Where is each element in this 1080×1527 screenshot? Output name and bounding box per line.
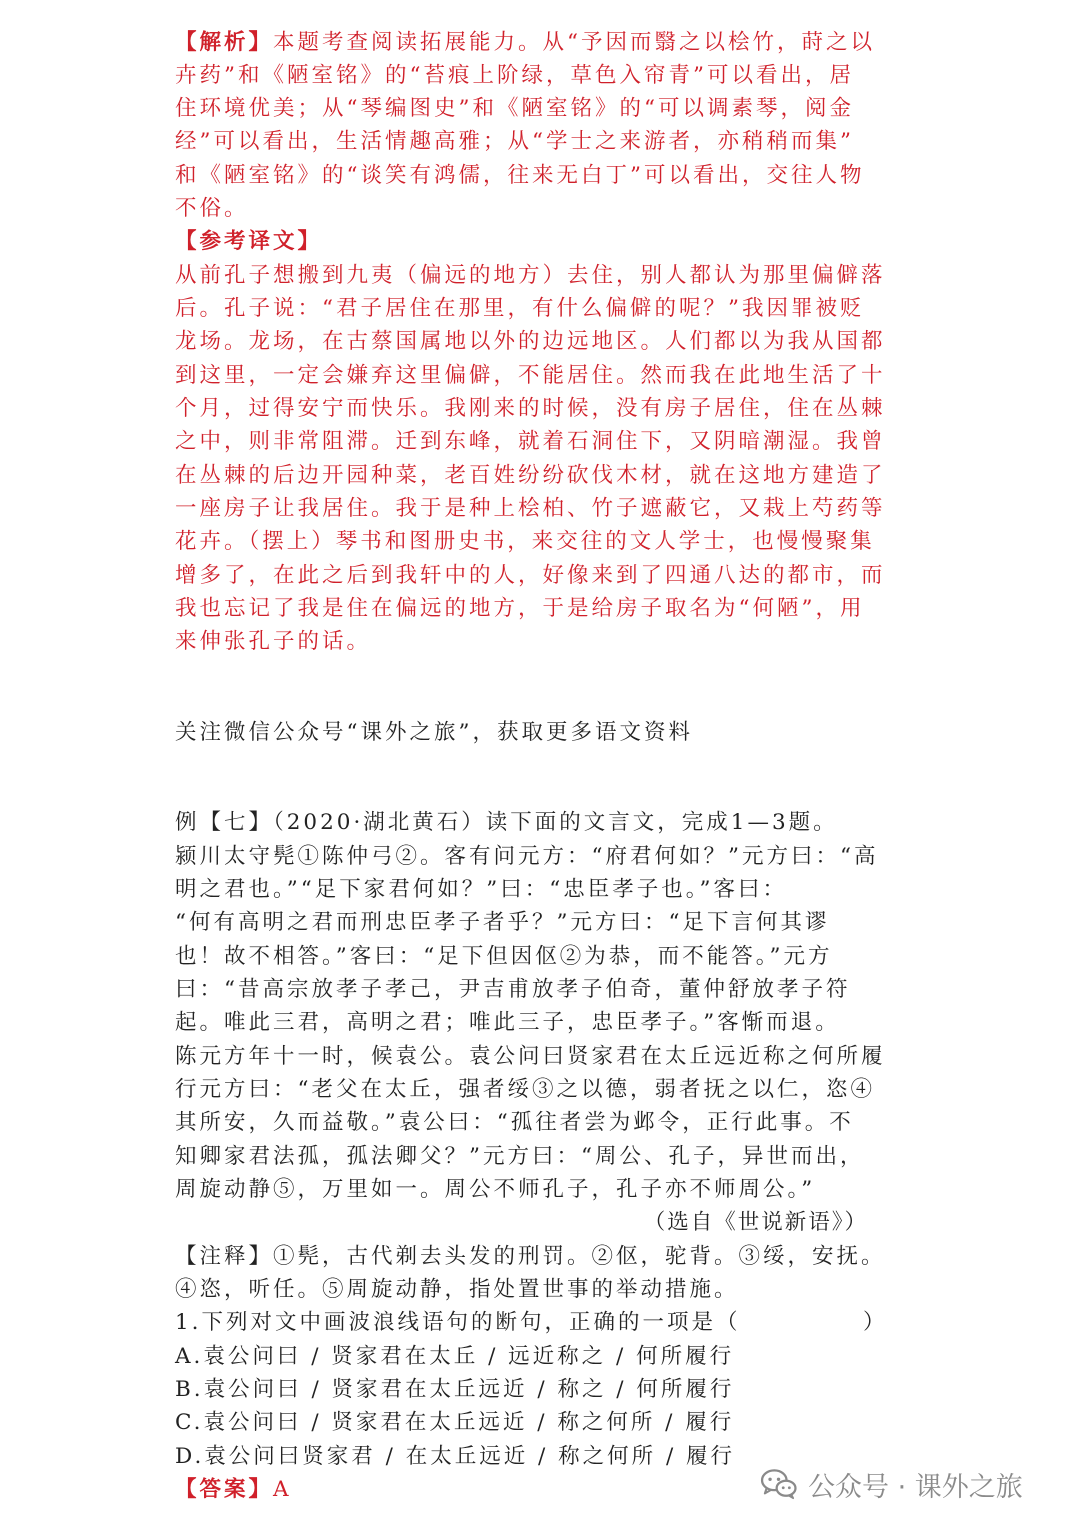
translation-line: 增多了，在此之后到我轩中的人，好像来到了四通八达的都市，而 bbox=[175, 563, 886, 588]
passage-line: 颍川太守髡①陈仲弓②。客有问元方：“府君何如？”元方曰：“高 bbox=[175, 844, 879, 869]
analysis-line: 住环境优美；从“琴编图史”和《陋室铭》的“可以调素琴，阅金 bbox=[175, 96, 854, 121]
passage-line: 起。唯此三君，高明之君；唯此三子，忠臣孝子。”客惭而退。 bbox=[175, 1010, 840, 1035]
passage-line: 其所安，久而益敬。”袁公曰：“孤往者尝为邺令，正行此事。不 bbox=[175, 1110, 854, 1135]
translation-line: 后。孔子说：“君子居住在那里，有什么偏僻的呢？”我因罪被贬 bbox=[175, 296, 865, 321]
passage-line: 明之君也。”“足下家君何如？”曰：“忠臣孝子也。”客曰： bbox=[175, 877, 787, 902]
answer-value: A bbox=[273, 1477, 292, 1502]
analysis-line: 不俗。 bbox=[175, 196, 249, 221]
example-heading: 例【七】（2020·湖北黄石）读下面的文言文，完成1—3题。 bbox=[175, 810, 838, 835]
passage-line: 陈元方年十一时，候袁公。袁公问曰贤家君在太丘远近称之何所履 bbox=[175, 1044, 886, 1069]
notes-line: 【注释】①髡，古代剃去头发的刑罚。②伛，驼背。③绥，安抚。 bbox=[175, 1244, 886, 1269]
translation-line: 从前孔子想搬到九夷（偏远的地方）去住，别人都认为那里偏僻落 bbox=[175, 263, 886, 288]
option-c: C.袁公问曰 / 贤家君在太丘远近 / 称之何所 / 履行 bbox=[175, 1410, 735, 1435]
watermark-text: 公众号 · 课外之旅 bbox=[808, 1471, 1023, 1503]
translation-line: 之中，则非常阻滞。迁到东峰，就着石洞住下，又阴暗潮湿。我曾 bbox=[175, 429, 886, 454]
passage-line: 曰：“昔高宗放孝子孝己，尹吉甫放孝子伯奇，董仲舒放孝子符 bbox=[175, 977, 851, 1002]
notes-line: ④恣，听任。⑤周旋动静，指处置世事的举动措施。 bbox=[175, 1277, 739, 1302]
translation-line: 来伸张孔子的话。 bbox=[175, 629, 372, 654]
passage-source: （选自《世说新语》） bbox=[643, 1210, 868, 1235]
translation-line: 龙场。龙场，在古蔡国属地以外的边远地区。人们都以为我从国都 bbox=[175, 329, 886, 354]
analysis-line: 【解析】本题考查阅读拓展能力。从“予因而翳之以桧竹，莳之以 bbox=[175, 30, 876, 55]
translation-line: 我也忘记了我是住在偏远的地方，于是给房子取名为“何陋”，用 bbox=[175, 596, 865, 621]
translation-label: 【参考译文】 bbox=[175, 229, 323, 254]
analysis-line: 卉药”和《陋室铭》的“苔痕上阶绿，草色入帘青”可以看出，居 bbox=[175, 63, 854, 88]
translation-line: 花卉。（摆上）琴书和图册史书，来交往的文人学士，也慢慢聚集 bbox=[175, 529, 875, 554]
translation-line: 一座房子让我居住。我于是种上桧柏、竹子遮蔽它，又栽上芍药等 bbox=[175, 496, 886, 521]
analysis-line: 经”可以看出，生活情趣高雅；从“学士之来游者，亦稍稍而集” bbox=[175, 129, 854, 154]
passage-line: 知卿家君法孤，孤法卿父？”元方曰：“周公、孔子，异世而出， bbox=[175, 1144, 865, 1169]
translation-line: 个月，过得安宁而快乐。我刚来的时候，没有房子居住，住在丛棘 bbox=[175, 396, 886, 421]
analysis-label: 【解析】 bbox=[175, 30, 274, 55]
analysis-line: 和《陋室铭》的“谈笑有鸿儒，往来无白丁”可以看出，交往人物 bbox=[175, 163, 865, 188]
option-d: D.袁公问曰贤家君 / 在太丘远近 / 称之何所 / 履行 bbox=[175, 1444, 736, 1469]
wechat-icon bbox=[760, 1468, 798, 1500]
notes-label: 【注释】 bbox=[175, 1244, 274, 1269]
option-a: A.袁公问曰 / 贤家君在太丘 / 远近称之 / 何所履行 bbox=[175, 1344, 735, 1369]
answer-label: 【答案】 bbox=[175, 1477, 274, 1502]
translation-line: 在丛棘的后边开园种菜，老百姓纷纷砍伐木材，就在这地方建造了 bbox=[175, 463, 886, 488]
question-stem: 1.下列对文中画波浪线语句的断句，正确的一项是（ ） bbox=[175, 1310, 888, 1335]
passage-line: “何有高明之君而刑忠臣孝子者乎？”元方曰：“足下言何其谬 bbox=[175, 910, 830, 935]
follow-notice: 关注微信公众号“课外之旅”，获取更多语文资料 bbox=[175, 720, 693, 745]
option-b: B.袁公问曰 / 贤家君在太丘远近 / 称之 / 何所履行 bbox=[175, 1377, 735, 1402]
passage-line: 周旋动静⑤，万里如一。周公不师孔子，孔子亦不师周公。” bbox=[175, 1177, 816, 1202]
passage-line: 也！故不相答。”客曰：“足下但因伛②为恭，而不能答。”元方 bbox=[175, 944, 833, 969]
watermark bbox=[760, 1462, 1023, 1506]
translation-line: 到这里，一定会嫌弃这里偏僻，不能居住。然而我在此地生活了十 bbox=[175, 363, 886, 388]
passage-line: 行元方曰：“老父在太丘，强者绥③之以德，弱者抚之以仁，恣④ bbox=[175, 1077, 875, 1102]
